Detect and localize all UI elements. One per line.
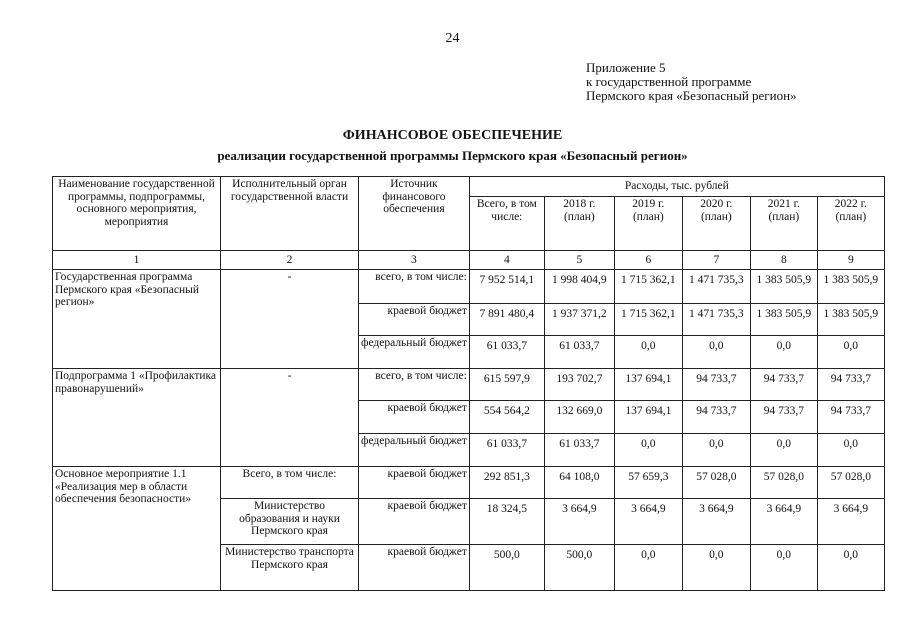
- value-total: 500,0: [469, 545, 544, 591]
- value-2018: 132 669,0: [544, 401, 614, 434]
- value-2019: 1 715 362,1: [614, 304, 682, 336]
- value-total: 7 891 480,4: [469, 304, 544, 336]
- value-2018: 3 664,9: [544, 499, 614, 545]
- appendix-line: Пермского края «Безопасный регион»: [586, 88, 797, 103]
- source-cell: краевой бюджет: [359, 545, 470, 591]
- value-total: 554 564,2: [469, 401, 544, 434]
- value-total: 7 952 514,1: [469, 270, 544, 304]
- column-number: 8: [750, 251, 817, 270]
- header-executor: Исполнительный орган государственной власти: [221, 177, 359, 251]
- value-2022: 0,0: [817, 336, 884, 369]
- value-2018: 64 108,0: [544, 467, 614, 499]
- value-2018: 500,0: [544, 545, 614, 591]
- value-2020: 3 664,9: [682, 499, 750, 545]
- table-row: [53, 467, 885, 499]
- value-2018: 61 033,7: [544, 336, 614, 369]
- subprogram-name: Подпрограмма 1 «Профилактика правонарушений»: [53, 369, 221, 467]
- column-number-row: [53, 251, 885, 270]
- source-cell: краевой бюджет: [359, 401, 470, 434]
- value-2020: 0,0: [682, 434, 750, 467]
- column-number: 7: [682, 251, 750, 270]
- source-cell: краевой бюджет: [359, 467, 470, 499]
- source-cell: краевой бюджет: [359, 499, 470, 545]
- header-row: [53, 177, 885, 197]
- value-2021: 57 028,0: [750, 467, 817, 499]
- source-cell: всего, в том числе:: [359, 270, 470, 304]
- value-2022: 1 383 505,9: [817, 304, 884, 336]
- header-year: 2020 г. (план): [682, 197, 750, 251]
- header-year: 2022 г. (план): [817, 197, 884, 251]
- header-total: Всего, в том числе:: [469, 197, 544, 251]
- column-number: 6: [614, 251, 682, 270]
- column-number: 5: [544, 251, 614, 270]
- header-expenses: Расходы, тыс. рублей: [469, 177, 884, 197]
- executor-cell: Всего, в том числе:: [221, 467, 359, 499]
- document-subtitle: реализации государственной программы Пермского края «Безопасный регион»: [217, 148, 688, 163]
- source-cell: федеральный бюджет: [359, 434, 470, 467]
- header-year: 2021 г. (план): [750, 197, 817, 251]
- value-2019: 137 694,1: [614, 369, 682, 401]
- value-2021: 0,0: [750, 336, 817, 369]
- value-2021: 94 733,7: [750, 369, 817, 401]
- document-title: ФИНАНСОВОЕ ОБЕСПЕЧЕНИЕ: [342, 128, 563, 143]
- value-2020: 0,0: [682, 336, 750, 369]
- value-total: 61 033,7: [469, 434, 544, 467]
- source-cell: всего, в том числе:: [359, 369, 470, 401]
- value-2018: 1 998 404,9: [544, 270, 614, 304]
- appendix-line: Приложение 5: [586, 60, 666, 75]
- value-total: 615 597,9: [469, 369, 544, 401]
- activity-name: Основное мероприятие 1.1 «Реализация мер в области обеспечения безопасности»: [53, 467, 221, 591]
- value-2020: 57 028,0: [682, 467, 750, 499]
- table-row: [53, 369, 885, 401]
- value-2021: 0,0: [750, 545, 817, 591]
- value-2022: 57 028,0: [817, 467, 884, 499]
- value-total: 292 851,3: [469, 467, 544, 499]
- value-2021: 0,0: [750, 434, 817, 467]
- program-name: Государственная программа Пермского края «Безопасный регион»: [53, 270, 221, 369]
- column-number: 2: [221, 251, 359, 270]
- value-2019: 3 664,9: [614, 499, 682, 545]
- header-name: Наименование государственной программы, подпрограммы, основного мероприятия, мероприятия: [53, 177, 221, 251]
- source-cell: краевой бюджет: [359, 304, 470, 336]
- value-2019: 0,0: [614, 545, 682, 591]
- header-year: 2018 г. (план): [544, 197, 614, 251]
- value-2021: 94 733,7: [750, 401, 817, 434]
- value-2021: 1 383 505,9: [750, 304, 817, 336]
- financing-table: [52, 176, 885, 591]
- executor-cell: Министерство образования и науки Пермского края: [221, 499, 359, 545]
- column-number: 9: [817, 251, 884, 270]
- value-2020: 94 733,7: [682, 401, 750, 434]
- column-number: 3: [359, 251, 470, 270]
- value-2019: 57 659,3: [614, 467, 682, 499]
- header-source: Источник финансового обеспечения: [359, 177, 470, 251]
- value-2018: 61 033,7: [544, 434, 614, 467]
- value-2018: 193 702,7: [544, 369, 614, 401]
- value-2022: 0,0: [817, 434, 884, 467]
- value-total: 61 033,7: [469, 336, 544, 369]
- executor-cell: -: [221, 369, 359, 467]
- column-number: 1: [53, 251, 221, 270]
- executor-cell: -: [221, 270, 359, 369]
- value-2018: 1 937 371,2: [544, 304, 614, 336]
- executor-cell: Министерство транспорта Пермского края: [221, 545, 359, 591]
- source-cell: федеральный бюджет: [359, 336, 470, 369]
- header-year: 2019 г. (план): [614, 197, 682, 251]
- value-2019: 1 715 362,1: [614, 270, 682, 304]
- value-2022: 94 733,7: [817, 401, 884, 434]
- value-2022: 1 383 505,9: [817, 270, 884, 304]
- value-2022: 94 733,7: [817, 369, 884, 401]
- value-2019: 137 694,1: [614, 401, 682, 434]
- appendix-note: [586, 61, 797, 103]
- appendix-line: к государственной программе: [586, 74, 752, 89]
- value-2021: 3 664,9: [750, 499, 817, 545]
- value-2022: 3 664,9: [817, 499, 884, 545]
- page-number: 24: [445, 31, 460, 46]
- value-2020: 94 733,7: [682, 369, 750, 401]
- value-2019: 0,0: [614, 434, 682, 467]
- value-2019: 0,0: [614, 336, 682, 369]
- value-2020: 1 471 735,3: [682, 304, 750, 336]
- value-2021: 1 383 505,9: [750, 270, 817, 304]
- value-total: 18 324,5: [469, 499, 544, 545]
- value-2020: 0,0: [682, 545, 750, 591]
- value-2022: 0,0: [817, 545, 884, 591]
- column-number: 4: [469, 251, 544, 270]
- value-2020: 1 471 735,3: [682, 270, 750, 304]
- table-row: [53, 270, 885, 304]
